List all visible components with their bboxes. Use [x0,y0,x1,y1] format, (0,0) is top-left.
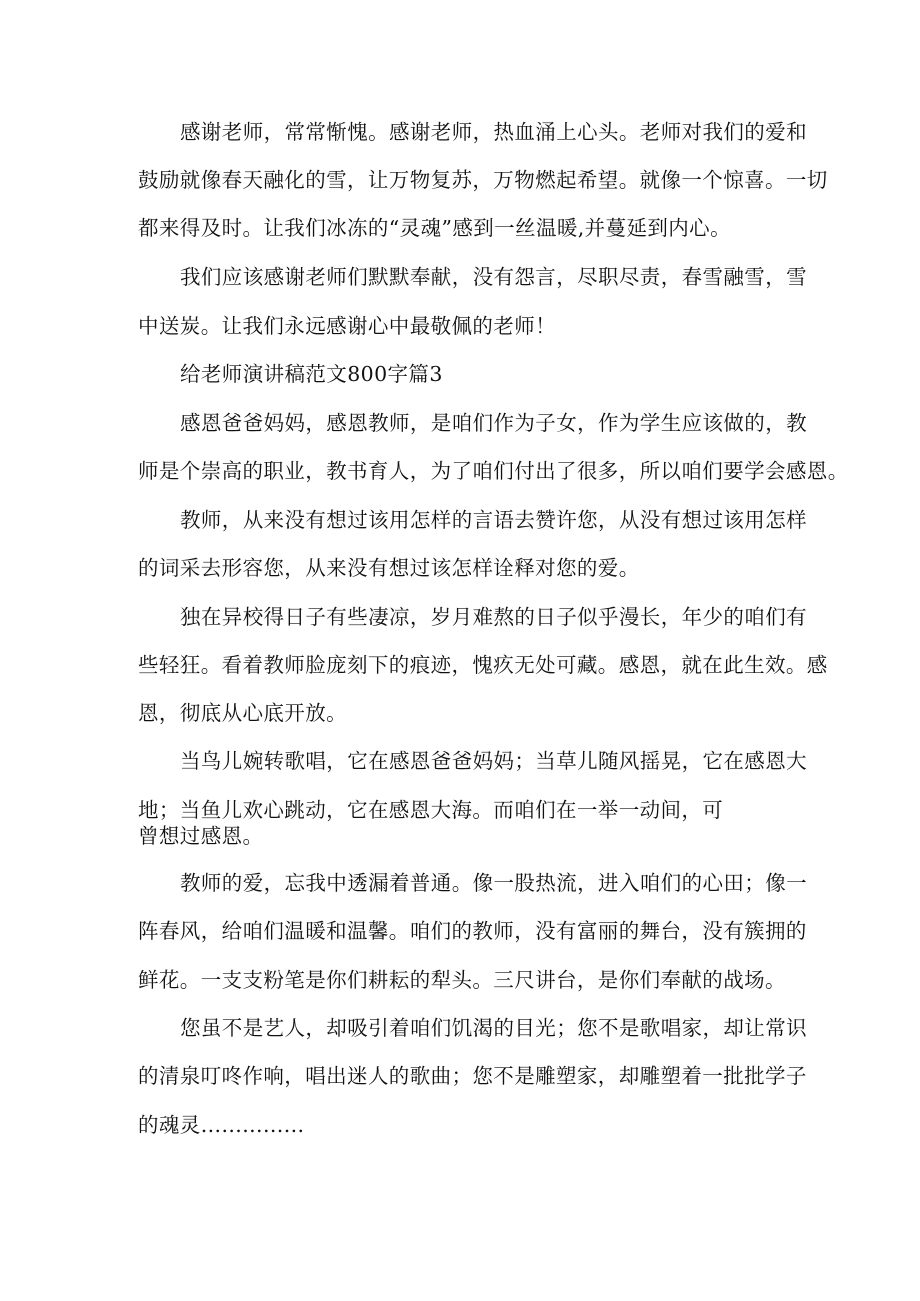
paragraph-line: 当鸟儿婉转歌唱，它在感恩爸爸妈妈；当草儿随风摇晃，它在感恩大 [180,749,807,773]
paragraph-line: 感谢老师，常常惭愧。感谢老师，热血涌上心头。老师对我们的爱和 [180,120,807,144]
paragraph-line: 些轻狂。看着教师脸庞刻下的痕迹，愧疚无处可藏。感恩，就在此生效。感 [138,653,828,677]
paragraph-line: 中送炭。让我们永远感谢心中最敬佩的老师！ [138,314,556,338]
paragraph-line: 教师的爱，忘我中透漏着普通。像一股热流，进入咱们的心田；像一 [180,871,807,895]
paragraph-line: 感恩爸爸妈妈，感恩教师，是咱们作为子女，作为学生应该做的，教 [180,411,807,435]
paragraph-line: 独在异校得日子有些凄凉，岁月难熬的日子似乎漫长，年少的咱们有 [180,605,807,629]
paragraph-line: 鲜花。一支支粉笔是你们耕耘的犁头。三尺讲台，是你们奉献的战场。 [138,968,786,992]
paragraph-line: 您虽不是艺人，却吸引着咱们饥渴的目光；您不是歌唱家，却让常识 [180,1016,807,1040]
paragraph-line: 我们应该感谢老师们默默奉献，没有怨言，尽职尽责，春雪融雪，雪 [180,265,807,289]
section-heading: 给老师演讲稿范文800字篇3 [180,362,443,386]
paragraph-line: 教师，从来没有想过该用怎样的言语去赞许您，从没有想过该用怎样 [180,508,807,532]
paragraph-line: 都来得及时。让我们冰冻的“灵魂”感到一丝温暖,并蔓延到内心。 [138,216,731,240]
paragraph-line: 曾想过感恩。 [138,824,264,848]
paragraph-line: 鼓励就像春天融化的雪，让万物复苏，万物燃起希望。就像一个惊喜。一切 [138,168,828,192]
paragraph-line: 的清泉叮咚作响，唱出迷人的歌曲；您不是雕塑家，却雕塑着一批批学子 [138,1064,807,1088]
paragraph-line: 恩，彻底从心底开放。 [138,701,347,725]
paragraph-line: 的魂灵............... [138,1113,305,1137]
paragraph-line: 阵春风，给咱们温暖和温馨。咱们的教师，没有富丽的舞台，没有簇拥的 [138,919,807,943]
paragraph-line: 的词采去形容您，从来没有想过该怎样诠释对您的爱。 [138,556,640,580]
paragraph-line: 师是个崇高的职业，教书育人，为了咱们付出了很多，所以咱们要学会感恩。 [138,459,849,483]
paragraph-line: 地；当鱼儿欢心跳动，它在感恩大海。而咱们在一举一动间，可 [138,798,724,822]
